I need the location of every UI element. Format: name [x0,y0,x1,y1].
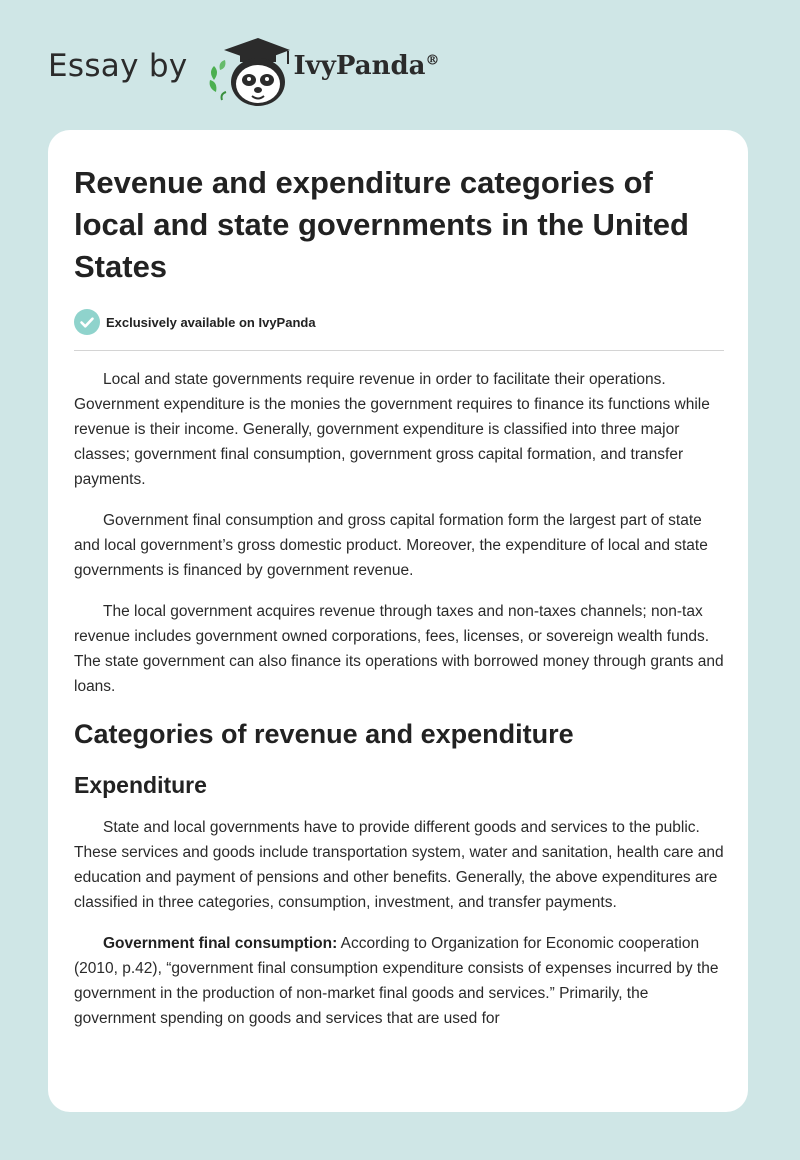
registered-mark: ® [425,52,440,69]
paragraph-consumption [74,931,724,1031]
divider [74,350,724,351]
paragraph: Government final consumption and gross capital formation form the largest part of state and local government’s gross domestic product. Moreover, the expenditure of local and state governments is financed by government revenue. [74,512,708,579]
essay-title: Revenue and expenditure categories of local and state governments in the United States [74,165,689,284]
consumption-lead: Government final consumption: [103,935,338,952]
paragraph: State and local governments have to provide different goods and services to the public. These services and goods include transportation system, water and sanitation, health care and education and payment of pensions and other benefits. Generally, the above expenditures are classified in three categories, consumption, investment, and transfer payments. [74,819,724,911]
paragraph: Local and state governments require revenue in order to facilitate their operations. Government expenditure is the monies the government requires to finance its functions while revenue is their income. Generally, government expenditure is classified into three major classes; government final consumption, government gross capital formation, and transfer payments. [74,371,710,488]
section-heading: Categories of revenue and expenditure [74,719,574,749]
check-circle-icon [74,309,100,335]
ivypanda-logo-icon[interactable] [200,30,292,110]
essay-card [48,130,748,1112]
exclusive-badge [74,308,724,336]
site-header [48,30,440,110]
exclusive-label: Exclusively available on IvyPanda [106,314,316,330]
brand-name[interactable] [294,51,440,81]
subsection-heading: Expenditure [74,772,207,798]
consumption-text: According to Organization for Economic cooperation (2010, p.42), “government final consumption expenditure consists of expenses incurred by the government in the production of non-market final goods and services.” Primarily, the government spending on goods and services that are used for [74,935,719,1027]
paragraph: The local government acquires revenue through taxes and non-taxes channels; non-tax revenue includes government owned corporations, fees, licenses, or sovereign wealth funds. The state government can also finance its operations with borrowed money through grants and loans. [74,603,724,695]
brand-text: IvyPanda [293,51,426,81]
essay-content [74,162,724,1031]
essay-by-label: Essay by [48,48,188,84]
